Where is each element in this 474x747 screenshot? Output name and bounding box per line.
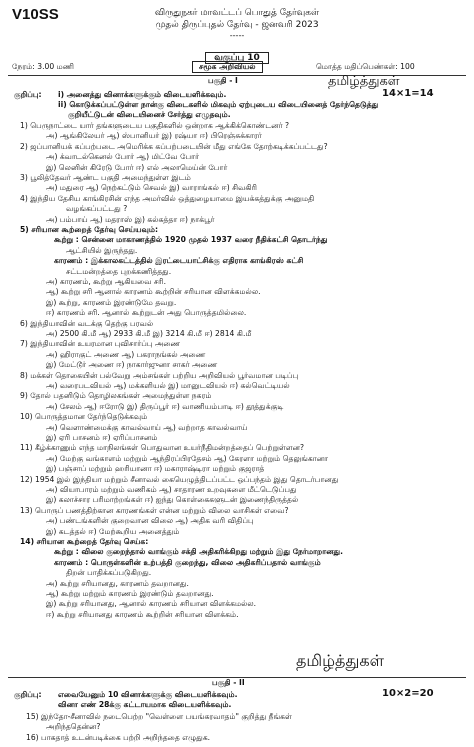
question-line: 14) சரியான கூற்றைத் தேர்வு செய்க: [20,537,149,546]
option-line: அ) வியாபாரம் மற்றும் வணிகம் ஆ) சாதாரண உறவுகளை மீட்டெடுப்பது [46,485,297,494]
question-line: 5) சரியான கூற்றைத் தேர்வு செய்யவும்: [20,225,159,234]
part2-instruction-2: வினா எண் 28க்கு கட்டாயமாக விடையளிக்கவும். [58,700,232,709]
question-15-line-1: 15) இந்தோ-சீனாவில் நடைபெற்ற "வெள்ளை பயங்கரவாதம்" குறித்து நீங்கள் [26,712,292,721]
part1-title: பகுதி - I [208,76,238,85]
question-line: 12) 1954 இல் இந்தியா மற்றும் சீனாவல் கையெழுத்திடப்பட்ட ஒப்பந்தம் இது தொடர்பானது [20,474,339,484]
option-line: இ) கலாச்சார பரிமாற்றங்கள் ஈ) ஐந்து கொள்கைகளுடன் இணைந்திருத்தல் [46,495,299,505]
part1-instruction-2b: குறியீட்டுடன் விடையினைச் சேர்த்து எழுதவும். [68,110,231,119]
part1-instruction-2a: ii) கொடுக்கப்பட்டுள்ள நான்கு விடைகளில் மிகவும் ஏற்புடைய விடையினைத் தேர்ந்தெடுத்து [58,100,379,109]
class-label: வகுப்பு 10 [205,52,269,64]
question-line: 2) ஜப்பானியக் கப்பற்படை அமெரிக்க கப்பற்படையின் மீது எங்கே தோற்கடிக்கப்பட்டது? [20,141,328,151]
option-line: கூற்று : விலை குறைந்தால் வாங்கும் சக்தி அதிகரிக்கிறது மற்றும் இது நேர்மாறானது. [54,547,344,557]
option-line: அ) க்வாடல்கெனல் போர் ஆ) மிட்வே போர் [46,152,200,162]
option-line: ஆ) கூற்று சரி ஆனால் காரணம் கூற்றின் சரியான விளக்கமல்ல. [46,287,261,297]
option-line: இ) கூற்று, காரணம் இரண்டுமே தவறு. [46,297,177,307]
watermark-top: தமிழ்த்துகள் [328,74,400,89]
option-line: அ) 2500 கி.மீ ஆ) 2933 கி.மீ இ) 3214 கி.மீ ஈ) 2814 கி.மீ [46,329,252,338]
option-line: இ) பஞ்சாப் மற்றும் ஹரியானா ஈ) மகாராஷ்டிரா மற்றும் குஜராத் [46,464,265,474]
part2-marks: 10×2=20 [382,688,434,699]
part1-instruction-1: i) அனைத்து வினாக்களுக்கும் விடையளிக்கவும். [58,90,227,99]
paper-code: V10SS [12,6,59,23]
option-line: அ) பண்டங்களின் குறைவான விலை ஆ) அதிக வரி விதிப்பு [46,516,254,526]
question-line: 3) பூலித்தேவர் ஆண்ட பகுதி அமைந்துள்ள இடம் [20,173,191,182]
option-line: திறன் பாதிக்கப்படுகிறது. [66,568,152,578]
option-line: அ) சேலம் ஆ) ஈரோடு இ) திருப்பூர் ஈ) வாணியம்பாடி ஈ) தூத்துக்குடி [46,401,284,411]
option-line: ஈ) கூற்று சரியானது காரணம் கூற்றின் சரியான விளக்கம். [46,609,239,619]
exam-district-title: விருதுநகர் மாவட்டப் பொதுத் தேர்வுகள் [154,8,320,18]
option-line: இ) ஏரி பாசனம் ஈ) ஏரிப்பாசனம் [46,433,158,442]
question-line: 8) மக்கள் தொகையின் பல்வேறு அம்சங்கள் பற்றிய அறிவியல் பூர்வமான படிப்பு [20,370,299,380]
option-line: ஆட்சியில் இருந்தது. [66,245,138,255]
option-line: அ) ஹிராகுட் அணை ஆ) பகராநங்கல் அணை [46,349,206,359]
option-line: இ) கடத்தல் ஈ) மேற்கூறிய அனைத்தும் [46,526,180,536]
question-line: 10) பொருத்தமான தேர்ந்தெடுக்கவும் [20,412,148,422]
option-line: ஆ) கூற்று மற்றும் காரணம் இரண்டும் தவறானது. [46,589,214,598]
option-line: அ) காரணம், கூற்று ஆகியவை சரி. [46,277,166,286]
part2-note-label: குறிப்பு: [14,690,42,699]
exam-session-title: முதல் திருப்புதல் தேர்வு - ஜனவரி 2023 [155,20,319,30]
option-line: வழங்கப்பட்டது ? [66,204,128,214]
exam-time: நேரம்: 3.00 மணி [12,62,74,71]
question-line: 7) இந்தியாவின் உயரமான புவிசார்ப்பு அணை [20,339,181,349]
option-line: அ) ஆங்கிலேயர் ஆ) ஸ்பானியர் இ) ரஷ்யா ஈ) பிரெஞ்சுக்காரர் [46,131,262,141]
total-marks: மொத்த மதிப்பெண்கள்: 100 [316,62,415,71]
watermark-bottom: தமிழ்த்துகள் [296,651,385,670]
question-15-line-2: அறிந்ததென்ன? [46,722,101,731]
option-line: சட்டமன்றத்தை புறக்கணித்தது. [66,266,172,276]
part1-marks: 14×1=14 [382,88,434,99]
question-line: 4) இந்திய தேசிய காங்கிரசின் எந்த அமர்வில் ஒத்துழையாமை இயக்கத்துக்கு அனுமதி [20,193,315,203]
option-line: காரணம் : பொருள்களின் உற்பத்தி குறைந்து, விலை அதிகரிப்பதால் வாங்கும் [54,557,321,567]
option-line: அ) வரைபடவியல் ஆ) மக்களியல் இ) மானுடவியல் ஈ) கல்வெட்டியல் [46,381,290,390]
option-line: இ) லெனின் கிரேடு போர் ஈ) எல் அலாமெய்ன் போர் [46,162,228,172]
option-line: காரணம் : இக்காலகட்டத்தில் இரட்டையாட்சிக்கு எதிராக காங்கிரஸ் கட்சி [54,256,304,266]
option-line: இ) கூற்று சரியானது, ஆனால் காரணம் சரியான விளக்கமல்ல. [46,599,257,609]
option-line: ஈ) காரணம் சரி. ஆனால் கூற்றுடன் அது பொருத்தமில்லை. [46,308,247,318]
option-line: இ) மேட்டூர் அணை ஈ) நாகார்ஜுனா சாகர் அணை [46,360,218,370]
option-line: அ) மதுரை ஆ) நெற்கட்டும் செவல் இ) வாராங்கல் ஈ) சிவகிரி [46,183,258,193]
question-16: 16) பாகதாத் உடன்படிக்கை பற்றி அறிந்ததை எழுதுக. [26,733,211,742]
header-dashes: ----- [229,31,245,40]
option-line: அ) கூற்று சரியானது, காரணம் தவறானது. [46,578,189,588]
question-line: 13) பொருப் பணத்திற்கான காரணங்கள் என்ன மற்றும் விலை வாசிகள் எவை? [20,505,289,515]
option-line: அ) வெளாண்மைக்கு காவல்வாய் ஆ) வற்றாத காவல்வாய் [46,422,248,432]
option-line: கூற்று : சென்னை மாகாணத்தில் 1920 முதல் 1937 வரை நீதிக்கட்சி தொடர்ந்து [54,235,328,245]
option-line: அ) மேற்கு வங்காளம் மற்றும் ஆந்திரப்பிரதேசம் ஆ) கேரளா மற்றும் தெலுங்கானா [46,453,329,463]
question-line: 11) கீழ்க்காணும் எந்த மாநிலங்கள் பொதுவான உயர்நீதிமன்றத்தைப் பெற்றுள்ளன? [20,443,305,453]
question-line: 9) தோல் பதனிடும் தொழிலகங்கள் அமைந்துள்ள நகரம் [20,391,212,401]
question-line: 1) பெருநாட்டை யார் தங்களுடைய பகுதிகளில் ஒன்றாக ஆக்கிக்கொண்டனர் ? [20,121,290,130]
option-line: அ) பம்பாய் ஆ) மதராஸ் இ) கல்கத்தா ஈ) நாக்பூர் [46,214,215,224]
part2-title: பகுதி - II [212,678,245,687]
question-line: 6) இந்தியாவின் வடக்கு தெற்கு பரவல் [20,318,154,328]
subject-title: சமூக அறிவியல் [192,61,263,73]
part1-note-label: குறிப்பு: [14,90,42,99]
part2-instruction-1: எவையேனும் 10 வினாக்களுக்கு விடையளிக்கவும். [58,690,238,699]
